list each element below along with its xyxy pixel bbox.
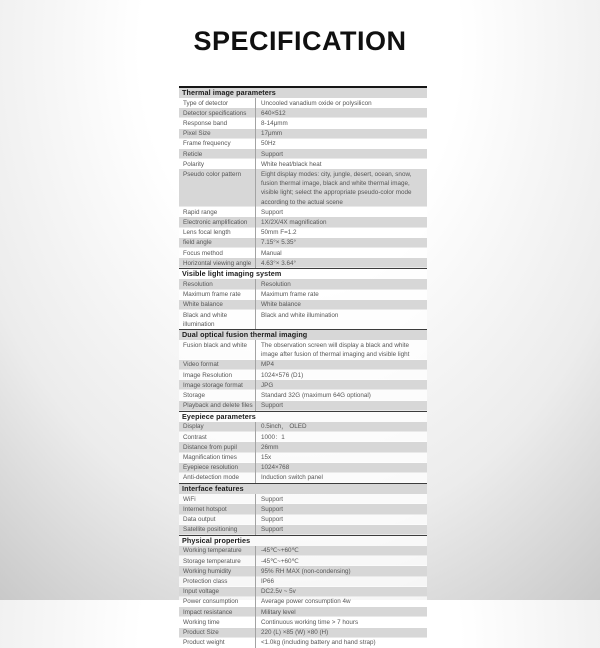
- row-label: Protection class: [183, 578, 228, 586]
- row-value: 1X/2X/4X magnification: [255, 217, 427, 227]
- row-value: <1.0kg (including battery and hand strap): [255, 638, 427, 648]
- row-label: Polarity: [183, 160, 204, 168]
- row-label: White balance: [183, 301, 223, 309]
- row-value: 1024×576 (D1): [255, 370, 427, 380]
- row-value: 50mm F=1.2: [255, 228, 427, 238]
- row-value: MP4: [255, 360, 427, 370]
- row-value: 4.63°× 3.64°: [255, 258, 427, 268]
- row-label: WiFi: [183, 495, 196, 503]
- row-value: Continuous working time > 7 hours: [255, 617, 427, 627]
- row-label: Fusion black and white: [183, 341, 248, 349]
- table-row: [179, 390, 427, 400]
- table-row: [179, 546, 427, 556]
- table-row: [179, 238, 427, 248]
- row-label: Working time: [183, 618, 220, 626]
- row-label: Storage temperature: [183, 557, 241, 565]
- table-row: [179, 515, 427, 525]
- row-label: Detector specifications: [183, 109, 247, 117]
- section-header: Interface features: [179, 483, 427, 494]
- table-row: [179, 432, 427, 442]
- row-label: Maximum frame rate: [183, 291, 241, 299]
- row-value: White balance: [255, 300, 427, 310]
- row-value: Military level: [255, 607, 427, 617]
- row-label: Image Resolution: [183, 371, 233, 379]
- table-row: [179, 566, 427, 576]
- table-row: [179, 217, 427, 227]
- row-value: Manual: [255, 248, 427, 258]
- table-row: [179, 607, 427, 617]
- row-value: 17μmm: [255, 129, 427, 139]
- table-row: [179, 340, 427, 359]
- row-label: Working temperature: [183, 547, 242, 555]
- row-label: Type of detector: [183, 99, 229, 107]
- row-label: Contrast: [183, 433, 207, 441]
- table-row: [179, 279, 427, 289]
- row-label: Video format: [183, 361, 219, 369]
- row-value: Support: [255, 149, 427, 159]
- table-row: [179, 577, 427, 587]
- row-label: Product weight: [183, 639, 225, 647]
- row-value: Eight display modes: city, jungle, desert, ocean, snow, fusion thermal image, black and white thermal image, visible light; select the appropriate pseudo-color mode according to the actual scene: [255, 169, 427, 207]
- row-value: The observation screen will display a black and white image after fusion of thermal imaging and visible light: [255, 340, 427, 359]
- row-value: -45℃~+60℃: [255, 556, 427, 566]
- row-value: 26mm: [255, 442, 427, 452]
- row-label: field angle: [183, 239, 212, 247]
- row-value: 95% RH MAX (non-condensing): [255, 566, 427, 576]
- row-label: Lens focal length: [183, 229, 231, 237]
- row-value: 640×512: [255, 108, 427, 118]
- row-value: Average power consumption 4w: [255, 597, 427, 607]
- section-header: Dual optical fusion thermal imaging: [179, 329, 427, 340]
- table-row: [179, 129, 427, 139]
- row-label: Eyepiece resolution: [183, 464, 238, 472]
- table-row: [179, 628, 427, 638]
- specification-table: [179, 86, 427, 648]
- row-value: DC2.5v ~ 5v: [255, 587, 427, 597]
- table-row: [179, 422, 427, 432]
- row-value: 8-14μmm: [255, 118, 427, 128]
- table-row: [179, 401, 427, 411]
- section-header: Thermal image parameters: [179, 88, 427, 98]
- table-row: [179, 149, 427, 159]
- row-value: Support: [255, 494, 427, 504]
- row-value: Support: [255, 525, 427, 535]
- row-label: Black and white illumination: [183, 311, 228, 328]
- table-row: [179, 228, 427, 238]
- table-row: [179, 463, 427, 473]
- row-label: Anti-detection mode: [183, 474, 240, 482]
- row-label: Magnification times: [183, 454, 237, 461]
- row-value: Support: [255, 515, 427, 525]
- row-value: 1024×768: [255, 463, 427, 473]
- row-label: Electronic amplification: [183, 218, 248, 226]
- row-value: IP66: [255, 577, 427, 587]
- table-row: [179, 159, 427, 169]
- table-row: [179, 494, 427, 504]
- row-label: Pixel Size: [183, 130, 211, 138]
- row-value: 50Hz: [255, 139, 427, 149]
- row-label: Satellite positioning: [183, 526, 238, 534]
- table-row: [179, 310, 427, 329]
- row-value: 1000：1: [255, 432, 427, 442]
- row-label: Working humidity: [183, 567, 232, 575]
- table-row: [179, 139, 427, 149]
- row-value: 7.15°× 5.35°: [255, 238, 427, 248]
- table-row: [179, 98, 427, 108]
- table-row: [179, 525, 427, 535]
- row-value: Support: [255, 504, 427, 514]
- row-label: Pseudo color pattern: [183, 170, 242, 178]
- row-label: Horizontal viewing angle: [183, 259, 252, 267]
- row-label: Focus method: [183, 249, 223, 257]
- row-value: 0.5inch， OLED: [255, 422, 427, 432]
- table-row: [179, 248, 427, 258]
- table-row: [179, 108, 427, 118]
- row-value: 220 (L) ×85 (W) ×80 (H): [255, 628, 427, 638]
- row-value: Maximum frame rate: [255, 290, 427, 300]
- row-label: Response band: [183, 119, 228, 127]
- row-label: Frame frequency: [183, 140, 231, 148]
- row-label: Rapid range: [183, 208, 218, 216]
- row-value: -45℃~+60℃: [255, 546, 427, 556]
- table-row: [179, 370, 427, 380]
- table-row: [179, 504, 427, 514]
- table-row: [179, 638, 427, 648]
- row-value: Black and white illumination: [255, 310, 427, 329]
- table-row: [179, 360, 427, 370]
- row-value: Uncooled vanadium oxide or polysilicon: [255, 98, 427, 108]
- row-value: Standard 32G (maximum 64G optional): [255, 390, 427, 400]
- row-label: Playback and delete files: [183, 402, 253, 410]
- row-label: Input voltage: [183, 588, 220, 596]
- table-row: [179, 473, 427, 483]
- row-label: Impact resistance: [183, 608, 233, 616]
- row-label: Product Size: [183, 629, 219, 637]
- table-row: [179, 597, 427, 607]
- row-value: JPG: [255, 380, 427, 390]
- row-label: Data output: [183, 516, 216, 524]
- row-value: Induction switch panel: [255, 473, 427, 483]
- row-label: Resolution: [183, 280, 213, 288]
- table-row: [179, 380, 427, 390]
- row-label: Image storage format: [183, 381, 243, 389]
- section-header: Physical properties: [179, 535, 427, 546]
- section-header: Eyepiece parameters: [179, 411, 427, 422]
- table-row: [179, 442, 427, 452]
- row-label: Display: [183, 423, 204, 431]
- row-label: Internet hotspot: [183, 505, 227, 513]
- row-value: 15x: [255, 453, 427, 463]
- row-value: Support: [255, 207, 427, 217]
- table-row: [179, 118, 427, 128]
- row-value: White heat/black heat: [255, 159, 427, 169]
- table-row: [179, 617, 427, 627]
- table-row: [179, 290, 427, 300]
- table-row: [179, 258, 427, 268]
- table-row: [179, 169, 427, 207]
- page-title: SPECIFICATION: [193, 26, 407, 56]
- row-value: Support: [255, 401, 427, 411]
- table-row: [179, 587, 427, 597]
- table-row: [179, 556, 427, 566]
- row-value: Resolution: [255, 279, 427, 289]
- table-row: [179, 453, 427, 463]
- row-label: Storage: [183, 391, 206, 399]
- table-row: [179, 207, 427, 217]
- table-row: [179, 300, 427, 310]
- section-header: Visible light imaging system: [179, 268, 427, 279]
- row-label: Distance from pupil: [183, 443, 237, 451]
- row-label: Reticle: [183, 150, 203, 158]
- row-label: Power consumption: [183, 598, 239, 606]
